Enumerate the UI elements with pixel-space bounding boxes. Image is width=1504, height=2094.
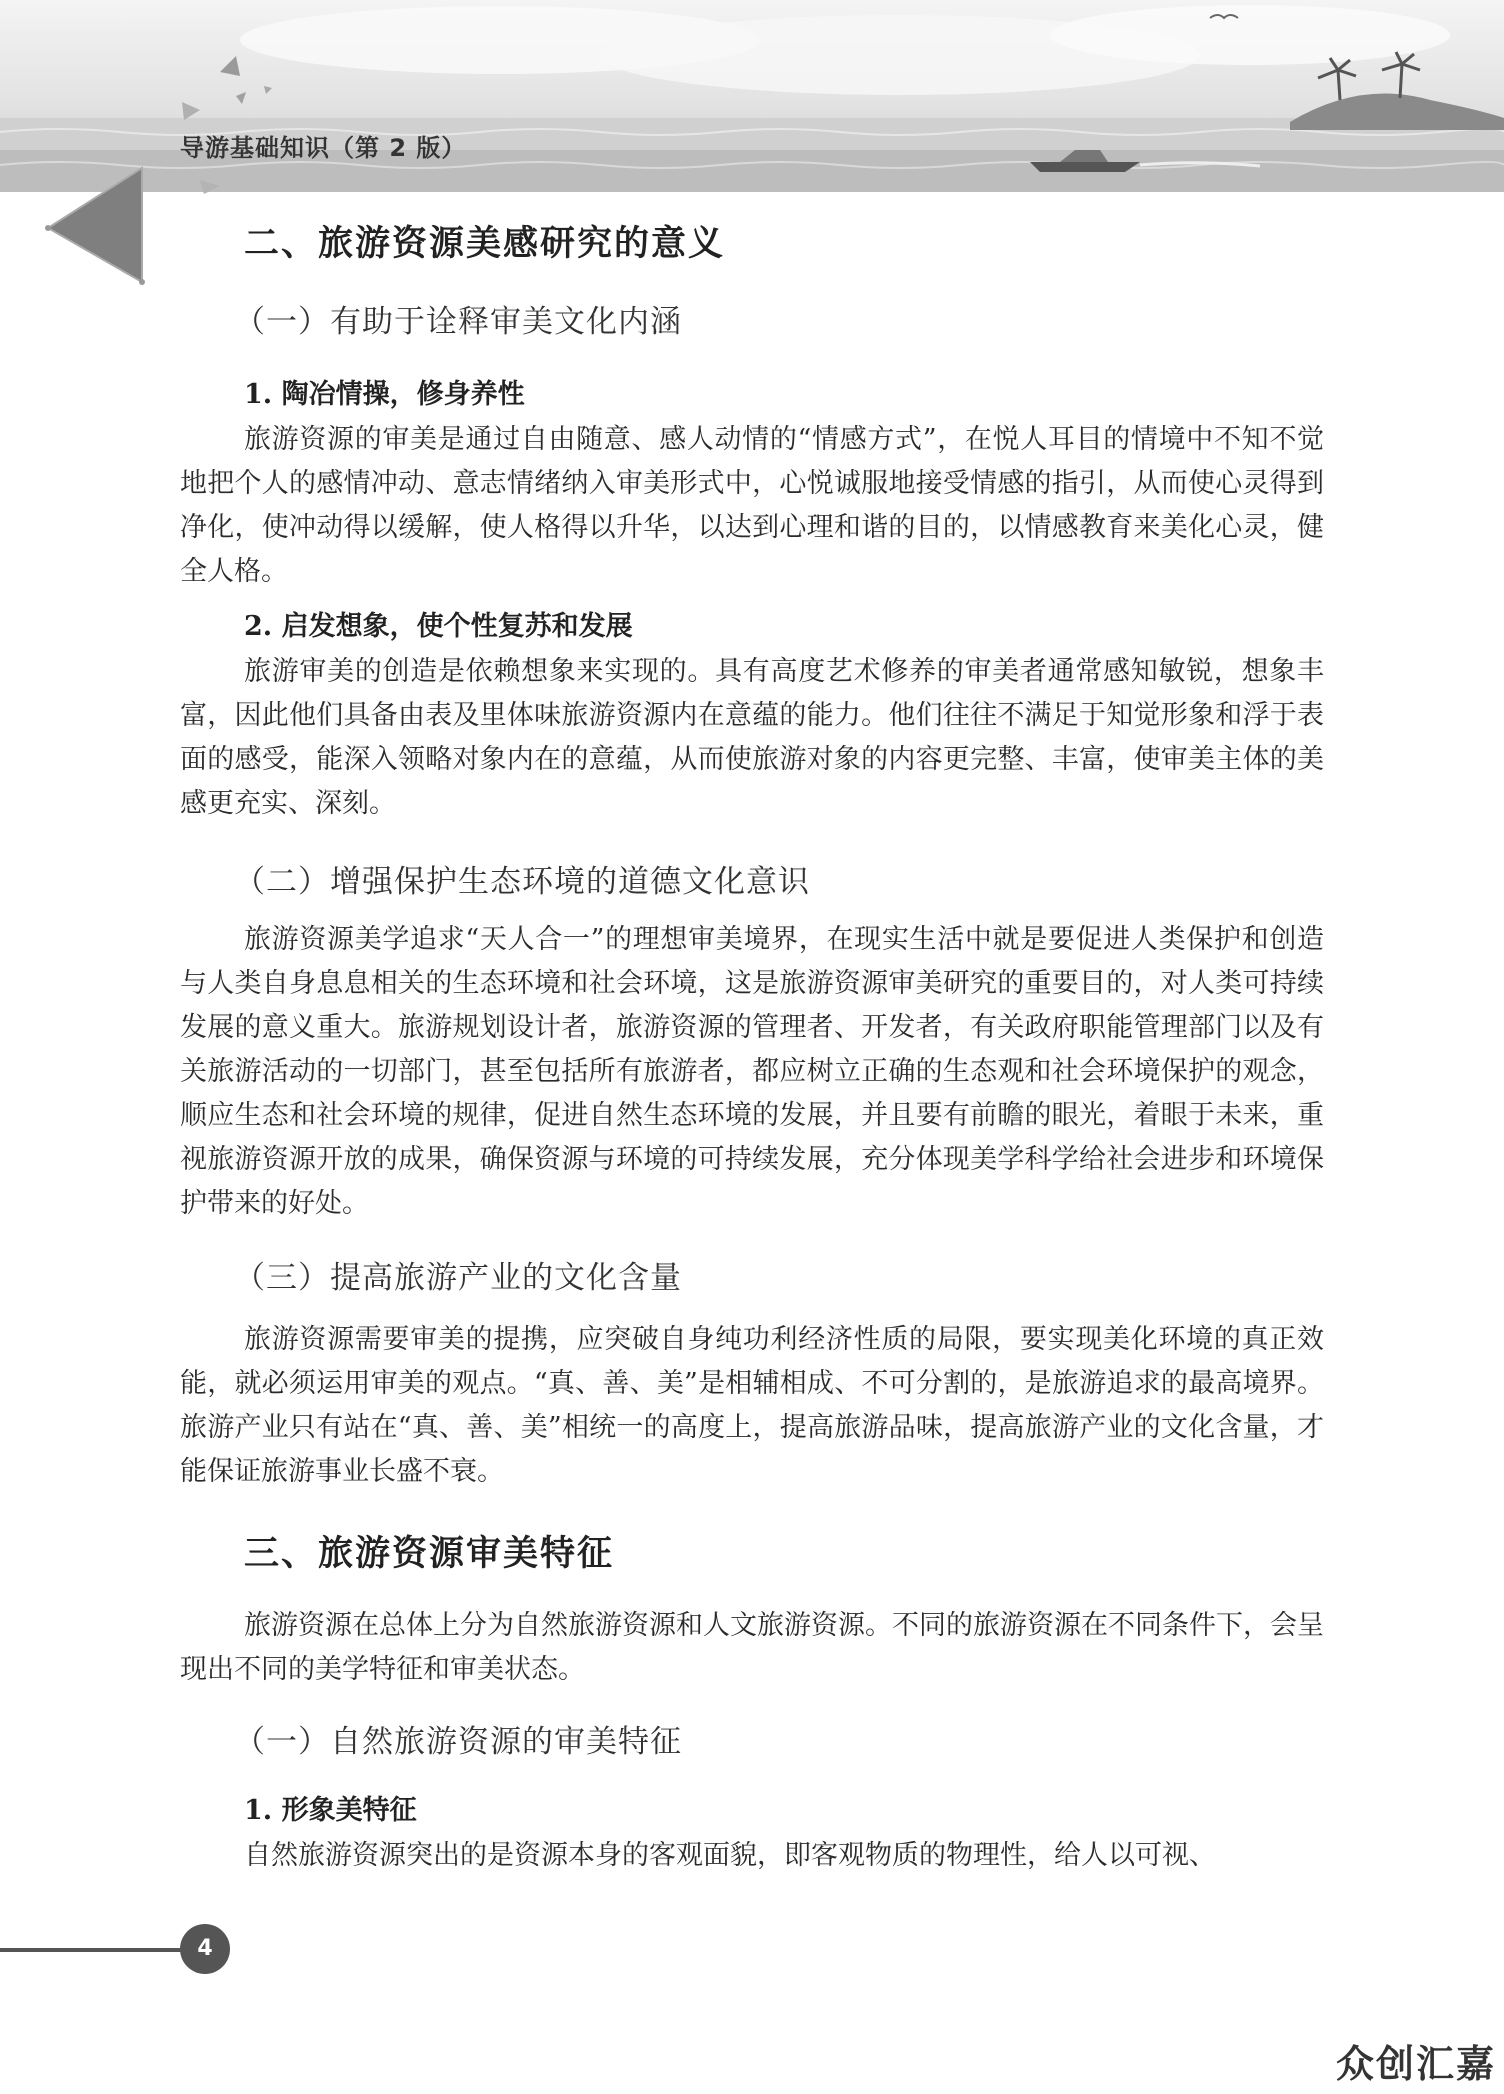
item-heading: 1. 形象美特征 <box>244 1795 417 1826</box>
paragraph: 旅游资源在总体上分为自然旅游资源和人文旅游资源。不同的旅游资源在不同条件下，会呈现出不同的美学特征和审美状态。 <box>180 1610 1324 1685</box>
section-heading: 三、旅游资源审美特征 <box>244 1534 615 1574</box>
subsection-heading: （一）自然旅游资源的审美特征 <box>234 1724 682 1760</box>
footer-rule <box>0 1948 190 1952</box>
paragraph: 旅游资源美学追求“天人合一”的理想审美境界，在现实生活中就是要促进人类保护和创造与人类自身息息相关的生态环境和社会环境，这是旅游资源审美研究的重要目的，对人类可持续发展的意义重大。旅游规划设计者，旅游资源的管理者、开发者，有关政府职能管理部门以及有关旅游活动的一切部门，甚至包括所有旅游者，都应树立正确的生态观和社会环境保护的观念，顺应生态和社会环境的规律，促进自然生态环境的发展，并且要有前瞻的眼光，着眼于未来，重视旅游资源开放的成果，确保资源与环境的可持续发展，充分体现美学科学给社会进步和环境保护带来的好处。 <box>180 924 1324 1219</box>
subsection-heading: （一）有助于诠释审美文化内涵 <box>234 304 682 340</box>
paragraph: 旅游资源需要审美的提携，应突破自身纯功利经济性质的局限，要实现美化环境的真正效能，就必须运用审美的观点。“真、善、美”是相辅相成、不可分割的，是旅游追求的最高境界。旅游产业只有站在“真、善、美”相统一的高度上，提高旅游品味，提高旅游产业的文化含量，才能保证旅游事业长盛不衰。 <box>180 1324 1324 1487</box>
item-heading: 1. 陶冶情操，修身养性 <box>244 379 525 410</box>
page-number: 4 <box>180 1924 230 1974</box>
item-heading: 2. 启发想象，使个性复苏和发展 <box>244 611 633 642</box>
paragraph: 旅游资源的审美是通过自由随意、感人动情的“情感方式”，在悦人耳目的情境中不知不觉地把个人的感情冲动、意志情绪纳入审美形式中，心悦诚服地接受情感的指引，从而使心灵得到净化，使冲动得以缓解，使人格得以升华，以达到心理和谐的目的，以情感教育来美化心灵，健全人格。 <box>180 424 1324 587</box>
book-title: 导游基础知识（第 2 版） <box>180 134 467 162</box>
section-heading: 二、旅游资源美感研究的意义 <box>244 224 726 264</box>
subsection-heading: （二）增强保护生态环境的道德文化意识 <box>234 864 810 900</box>
paragraph: 自然旅游资源突出的是资源本身的客观面貌，即客观物质的物理性，给人以可视、 <box>244 1840 1216 1871</box>
watermark-logo: 众创汇嘉 <box>1335 2042 1496 2086</box>
paragraph: 旅游审美的创造是依赖想象来实现的。具有高度艺术修养的审美者通常感知敏锐，想象丰富，因此他们具备由表及里体味旅游资源内在意蕴的能力。他们往往不满足于知觉形象和浮于表面的感受，能深入领略对象内在的意蕴，从而使旅游对象的内容更完整、丰富，使审美主体的美感更充实、深刻。 <box>180 656 1324 819</box>
subsection-heading: （三）提高旅游产业的文化含量 <box>234 1260 682 1296</box>
